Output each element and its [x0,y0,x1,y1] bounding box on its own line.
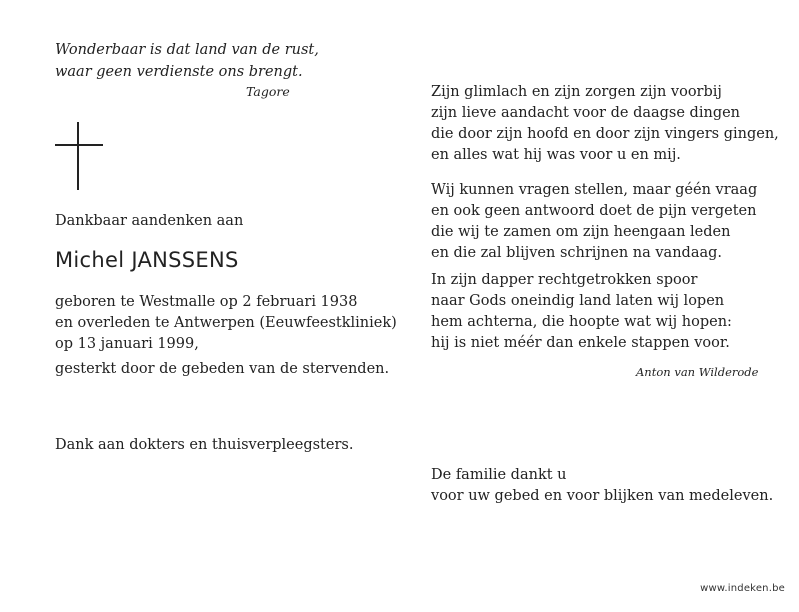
intro-text: Dankbaar aandenken aan [55,213,244,229]
birth-text: geboren te Westmalle op 2 februari 1938 [55,294,358,310]
epigraph-line-1: Wonderbaar is dat land van de rust, [55,42,319,58]
family-line-1: De familie dankt u [431,467,567,483]
sacrament-text: gesterkt door de gebeden van de stervenden. [55,361,390,377]
poem-line: en alles wat hij was voor u en mij. [431,147,681,163]
thanks-text: Dank aan dokters en thuisverpleegsters. [55,437,354,453]
epigraph-author: Tagore [246,84,290,99]
deceased-name: Michel JANSSENS [55,248,239,272]
poem-line: en die zal blijven schrijnen na vandaag. [431,245,723,261]
poem-line: hij is niet méér dan enkele stappen voor. [431,335,730,351]
cross-icon [55,122,103,190]
poem-line: hem achterna, die hoopte wat wij hopen: [431,314,732,330]
poem-line: naar Gods oneindig land laten wij lopen [431,293,725,309]
poem-line: die wij te zamen om zijn heengaan leden [431,224,731,240]
poem-line: die door zijn hoofd en door zijn vingers gingen, [431,126,779,142]
death-text-2: op 13 januari 1999, [55,336,199,352]
watermark: www.indeken.be [700,583,785,594]
poem-line: zijn lieve aandacht voor de daagse dingen [431,105,741,121]
poem-line: en ook geen antwoord doet de pijn vergeten [431,203,757,219]
poem-line: Zijn glimlach en zijn zorgen zijn voorbij [431,84,722,100]
poem-author: Anton van Wilderode [636,365,759,379]
epigraph-line-2: waar geen verdienste ons brengt. [55,64,303,80]
poem-line: Wij kunnen vragen stellen, maar géén vraag [431,182,758,198]
poem-line: In zijn dapper rechtgetrokken spoor [431,272,698,288]
death-text-1: en overleden te Antwerpen (Eeuwfeestkliniek) [55,315,397,331]
family-line-2: voor uw gebed en voor blijken van medeleven. [431,488,774,504]
